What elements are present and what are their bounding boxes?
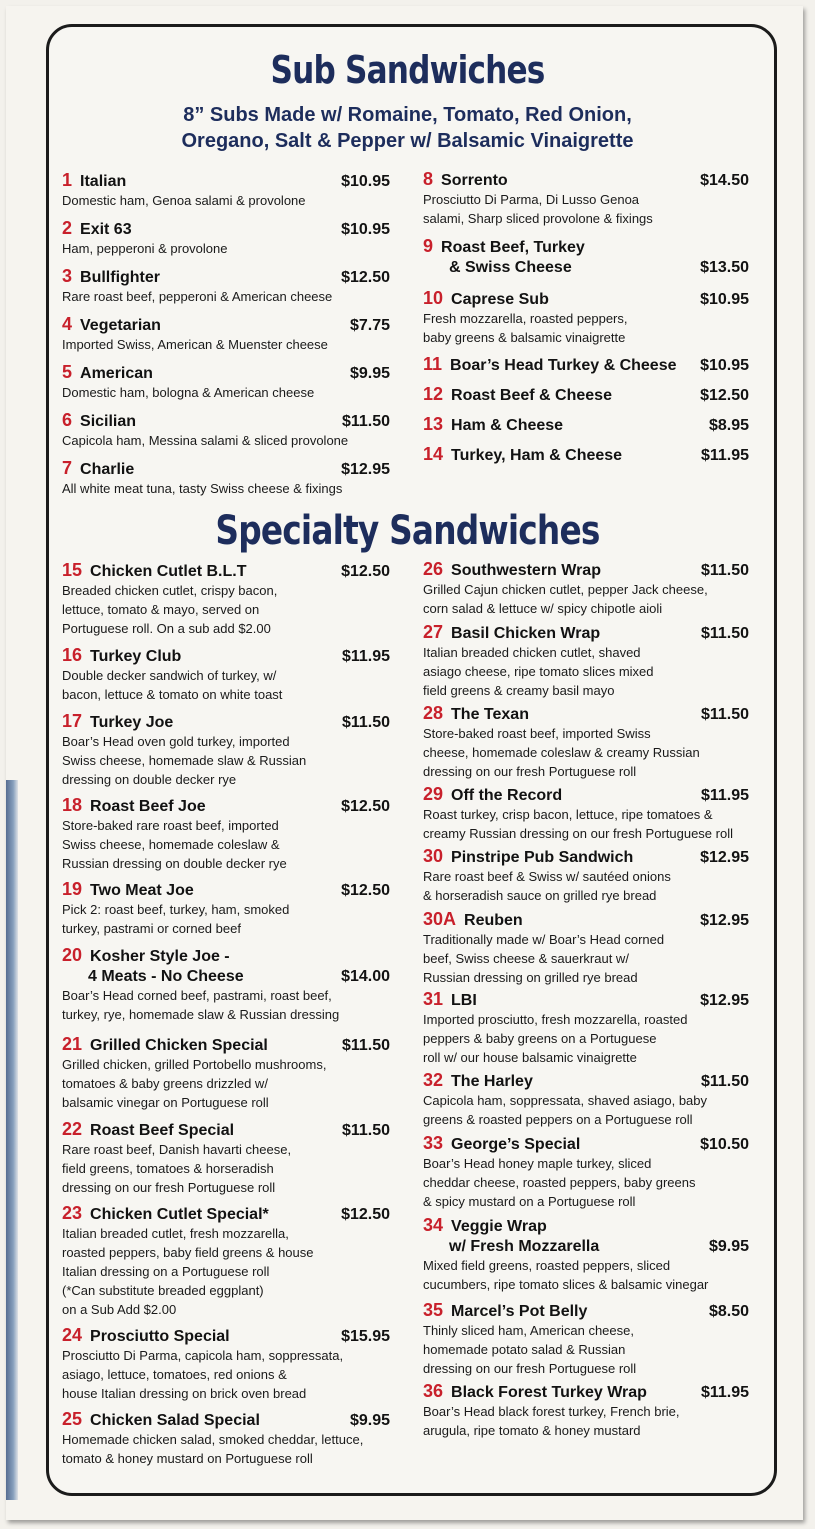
menu-item bbox=[62, 645, 390, 704]
item-description-line: asiago, lettuce, tomatoes, red onions & bbox=[62, 1367, 287, 1382]
item-description-line: Thinly sliced ham, American cheese, bbox=[423, 1323, 634, 1338]
menu-item bbox=[62, 362, 390, 402]
sub-subtitle-line-1: 8” Subs Made w/ Romaine, Tomato, Red Onion, bbox=[183, 104, 632, 126]
item-description-line: dressing on our fresh Portuguese roll bbox=[423, 764, 637, 779]
item-description-line: lettuce, tomato & mayo, served on bbox=[62, 602, 260, 617]
item-name: Bullfighter bbox=[80, 269, 161, 286]
item-number: 4 bbox=[62, 314, 73, 334]
item-description-line: asiago cheese, ripe tomato slices mixed bbox=[423, 664, 654, 679]
item-name: Chicken Cutlet Special* bbox=[90, 1206, 269, 1223]
item-price: $12.50 bbox=[341, 1206, 390, 1223]
item-number: 22 bbox=[62, 1119, 83, 1139]
item-description-line: cheddar cheese, roasted peppers, baby greens bbox=[423, 1175, 696, 1190]
item-description-line: Mixed field greens, roasted peppers, sliced bbox=[423, 1258, 671, 1273]
item-name: Turkey Joe bbox=[90, 714, 174, 731]
item-description-line: Boar’s Head honey maple turkey, sliced bbox=[423, 1156, 652, 1171]
item-price: $12.95 bbox=[700, 912, 749, 929]
item-description-line: baby greens & balsamic vinaigrette bbox=[423, 330, 626, 345]
item-description-line: Rare roast beef, pepperoni & American cheese bbox=[62, 289, 333, 304]
item-description-line: Roast turkey, crisp bacon, lettuce, ripe tomatoes & bbox=[423, 807, 713, 822]
item-description-line: Russian dressing on double decker rye bbox=[62, 856, 287, 871]
item-name: The Texan bbox=[451, 706, 529, 723]
item-number: 36 bbox=[423, 1381, 444, 1401]
item-description-line: turkey, pastrami or corned beef bbox=[62, 921, 241, 936]
item-description-line: greens & roasted peppers on a Portuguese roll bbox=[423, 1112, 693, 1127]
item-description-line: Traditionally made w/ Boar’s Head corned bbox=[423, 932, 665, 947]
item-number: 35 bbox=[423, 1300, 444, 1320]
item-description-line: salami, Sharp sliced provolone & fixings bbox=[423, 211, 653, 226]
menu-item bbox=[62, 879, 390, 938]
item-number: 23 bbox=[62, 1203, 83, 1223]
item-description-line: dressing on our fresh Portuguese roll bbox=[423, 1361, 637, 1376]
item-description-line: Swiss cheese, homemade coleslaw & bbox=[62, 837, 280, 852]
item-name: Caprese Sub bbox=[451, 291, 549, 308]
item-description-line: on a Sub Add $2.00 bbox=[62, 1302, 177, 1317]
item-number: 30 bbox=[423, 846, 444, 866]
menu-item bbox=[423, 909, 749, 987]
item-description-line: arugula, ripe tomato & honey mustard bbox=[423, 1423, 641, 1438]
item-price: $11.50 bbox=[341, 714, 390, 731]
item-name: American bbox=[80, 365, 153, 382]
item-number: 16 bbox=[62, 645, 83, 665]
item-name: Basil Chicken Wrap bbox=[451, 625, 601, 642]
item-name-line-2: w/ Fresh Mozzarella bbox=[449, 1238, 600, 1255]
item-number: 27 bbox=[423, 622, 444, 642]
menu-item bbox=[62, 1409, 390, 1468]
menu-item bbox=[423, 1300, 749, 1378]
sub-subtitle-line-2: Oregano, Salt & Pepper w/ Balsamic Vinaigrette bbox=[181, 130, 634, 152]
item-number: 33 bbox=[423, 1133, 444, 1153]
menu-item bbox=[423, 444, 749, 465]
menu-item bbox=[423, 1133, 749, 1211]
menu-item bbox=[62, 795, 390, 873]
item-price: $10.95 bbox=[341, 173, 390, 190]
item-description-line: Italian breaded cutlet, fresh mozzarella, bbox=[62, 1226, 289, 1241]
item-number: 20 bbox=[62, 945, 83, 965]
item-description-line: Domestic ham, bologna & American cheese bbox=[62, 385, 315, 400]
item-description-line: Prosciutto Di Parma, Di Lusso Genoa bbox=[423, 192, 640, 207]
item-name: Charlie bbox=[80, 461, 135, 478]
item-price: $13.50 bbox=[700, 259, 749, 276]
item-name: Italian bbox=[80, 173, 127, 190]
item-description-line: Boar’s Head black forest turkey, French brie, bbox=[423, 1404, 680, 1419]
item-number: 7 bbox=[62, 458, 73, 478]
item-description-line: Grilled Cajun chicken cutlet, pepper Jack cheese, bbox=[423, 582, 708, 597]
item-description-line: & spicy mustard on a Portuguese roll bbox=[423, 1194, 636, 1209]
item-name: Reuben bbox=[464, 912, 523, 929]
item-description-line: house Italian dressing on brick oven bread bbox=[62, 1386, 307, 1401]
item-description-line: Pick 2: roast beef, turkey, ham, smoked bbox=[62, 902, 290, 917]
item-name: Veggie Wrap bbox=[451, 1218, 547, 1235]
item-number: 34 bbox=[423, 1215, 444, 1235]
item-description-line: homemade potato salad & Russian bbox=[423, 1342, 626, 1357]
menu-item bbox=[423, 559, 749, 618]
item-description-line: dressing on our fresh Portuguese roll bbox=[62, 1180, 276, 1195]
item-name-line-2: & Swiss Cheese bbox=[449, 259, 572, 276]
menu-item bbox=[423, 414, 749, 435]
item-description-line: Portuguese roll. On a sub add $2.00 bbox=[62, 621, 271, 636]
item-number: 17 bbox=[62, 711, 83, 731]
menu-item bbox=[423, 288, 749, 347]
item-description-line: Swiss cheese, homemade slaw & Russian bbox=[62, 753, 307, 768]
item-name: LBI bbox=[451, 992, 477, 1009]
item-description-line: Prosciutto Di Parma, capicola ham, soppressata, bbox=[62, 1348, 344, 1363]
page-edge-strip bbox=[6, 780, 18, 1500]
item-description-line: cucumbers, ripe tomato slices & balsamic vinegar bbox=[423, 1277, 709, 1292]
menu-item bbox=[423, 1070, 749, 1129]
item-number: 21 bbox=[62, 1034, 83, 1054]
menu-item bbox=[62, 945, 390, 1024]
item-name: Roast Beef & Cheese bbox=[451, 387, 612, 404]
menu-item bbox=[423, 784, 749, 843]
item-number: 5 bbox=[62, 362, 73, 382]
menu-item bbox=[62, 1034, 390, 1112]
item-description-line: creamy Russian dressing on our fresh Portuguese roll bbox=[423, 826, 733, 841]
item-price: $15.95 bbox=[341, 1328, 390, 1345]
menu-item bbox=[62, 170, 390, 210]
item-description-line: All white meat tuna, tasty Swiss cheese & fixings bbox=[62, 481, 343, 496]
item-description-line: Grilled chicken, grilled Portobello mushrooms, bbox=[62, 1057, 327, 1072]
item-name: Exit 63 bbox=[80, 221, 132, 238]
menu-item bbox=[62, 1203, 390, 1319]
item-number: 26 bbox=[423, 559, 444, 579]
item-description-line: roll w/ our house balsamic vinaigrette bbox=[423, 1050, 637, 1065]
item-description-line: tomato & honey mustard on Portuguese roll bbox=[62, 1451, 313, 1466]
item-description-line: Imported Swiss, American & Muenster cheese bbox=[62, 337, 328, 352]
item-name: Roast Beef Joe bbox=[90, 798, 206, 815]
item-description-line: peppers & baby greens on a Portuguese bbox=[423, 1031, 657, 1046]
item-number: 6 bbox=[62, 410, 73, 430]
menu-item bbox=[423, 1215, 749, 1294]
item-description-line: Capicola ham, soppressata, shaved asiago, baby bbox=[423, 1093, 708, 1108]
item-name: Two Meat Joe bbox=[90, 882, 194, 899]
sub-sandwiches-title: Sub Sandwiches bbox=[270, 48, 545, 92]
item-description-line: Boar’s Head oven gold turkey, imported bbox=[62, 734, 290, 749]
item-price: $12.50 bbox=[341, 269, 390, 286]
item-description-line: Breaded chicken cutlet, crispy bacon, bbox=[62, 583, 278, 598]
item-name: Ham & Cheese bbox=[451, 417, 564, 434]
item-price: $10.50 bbox=[700, 1136, 749, 1153]
item-price: $11.50 bbox=[700, 562, 749, 579]
item-name: Sorrento bbox=[441, 172, 508, 189]
item-name: Vegetarian bbox=[80, 317, 161, 334]
item-price: $12.95 bbox=[700, 849, 749, 866]
item-price: $8.50 bbox=[708, 1303, 749, 1320]
item-number: 19 bbox=[62, 879, 83, 899]
item-description-line: Rare roast beef, Danish havarti cheese, bbox=[62, 1142, 292, 1157]
item-name: The Harley bbox=[451, 1073, 533, 1090]
item-name-line-2: 4 Meats - No Cheese bbox=[88, 968, 244, 985]
item-description-line: Double decker sandwich of turkey, w/ bbox=[62, 668, 277, 683]
item-price: $12.50 bbox=[341, 563, 390, 580]
item-price: $14.50 bbox=[700, 172, 749, 189]
item-description-line: balsamic vinegar on Portuguese roll bbox=[62, 1095, 269, 1110]
item-number: 32 bbox=[423, 1070, 444, 1090]
item-number: 11 bbox=[423, 354, 443, 374]
item-number: 24 bbox=[62, 1325, 83, 1345]
item-price: $11.50 bbox=[341, 413, 390, 430]
item-price: $11.95 bbox=[700, 447, 749, 464]
item-description-line: cheese, homemade coleslaw & creamy Russian bbox=[423, 745, 700, 760]
item-description-line: field greens, tomatoes & horseradish bbox=[62, 1161, 274, 1176]
item-price: $12.95 bbox=[341, 461, 390, 478]
item-description-line: Italian breaded chicken cutlet, shaved bbox=[423, 645, 641, 660]
menu-item bbox=[423, 384, 749, 405]
item-price: $11.50 bbox=[341, 1037, 390, 1054]
item-price: $12.50 bbox=[341, 798, 390, 815]
item-price: $12.50 bbox=[700, 387, 749, 404]
item-number: 3 bbox=[62, 266, 73, 286]
item-description-line: Ham, pepperoni & provolone bbox=[62, 241, 228, 256]
menu-item bbox=[62, 314, 390, 354]
item-name: Turkey, Ham & Cheese bbox=[451, 447, 623, 464]
item-name: Prosciutto Special bbox=[90, 1328, 230, 1345]
item-name: Off the Record bbox=[451, 787, 563, 804]
item-price: $9.95 bbox=[349, 365, 390, 382]
item-price: $11.50 bbox=[700, 1073, 749, 1090]
item-description-line: Fresh mozzarella, roasted peppers, bbox=[423, 311, 628, 326]
item-price: $9.95 bbox=[708, 1238, 749, 1255]
item-price: $11.95 bbox=[700, 787, 749, 804]
menu-item bbox=[62, 410, 390, 450]
item-number: 25 bbox=[62, 1409, 83, 1429]
item-number: 2 bbox=[62, 218, 73, 238]
item-name: Roast Beef, Turkey bbox=[441, 239, 585, 256]
item-price: $11.95 bbox=[700, 1384, 749, 1401]
menu-item bbox=[423, 703, 749, 781]
item-name: Chicken Salad Special bbox=[90, 1412, 260, 1429]
item-description-line: bacon, lettuce & tomato on white toast bbox=[62, 687, 283, 702]
item-description-line: Imported prosciutto, fresh mozzarella, roasted bbox=[423, 1012, 688, 1027]
menu-item bbox=[423, 846, 749, 905]
item-description-line: roasted peppers, baby field greens & house bbox=[62, 1245, 314, 1260]
item-description-line: Store-baked roast beef, imported Swiss bbox=[423, 726, 651, 741]
item-price: $10.95 bbox=[700, 357, 749, 374]
item-price: $11.95 bbox=[341, 648, 390, 665]
item-name: Kosher Style Joe - bbox=[90, 948, 230, 965]
item-name: Grilled Chicken Special bbox=[90, 1037, 268, 1054]
item-description-line: Russian dressing on grilled rye bread bbox=[423, 970, 638, 985]
item-price: $11.50 bbox=[700, 625, 749, 642]
menu-item bbox=[423, 622, 749, 700]
item-description-line: (*Can substitute breaded eggplant) bbox=[62, 1283, 264, 1298]
menu-item bbox=[62, 711, 390, 789]
item-number: 15 bbox=[62, 560, 83, 580]
item-description-line: field greens & creamy basil mayo bbox=[423, 683, 615, 698]
item-price: $14.00 bbox=[341, 968, 390, 985]
menu-item bbox=[62, 1325, 390, 1403]
item-description-line: Store-baked rare roast beef, imported bbox=[62, 818, 279, 833]
item-price: $7.75 bbox=[349, 317, 390, 334]
item-number: 31 bbox=[423, 989, 444, 1009]
menu-item bbox=[423, 1381, 749, 1440]
item-description-line: Homemade chicken salad, smoked cheddar, lettuce, bbox=[62, 1432, 364, 1447]
menu-item bbox=[423, 169, 749, 228]
specialty-sandwiches-title: Specialty Sandwiches bbox=[215, 508, 600, 554]
item-description-line: turkey, rye, homemade slaw & Russian dressing bbox=[62, 1007, 340, 1022]
item-number: 18 bbox=[62, 795, 83, 815]
item-description-line: & horseradish sauce on grilled rye bread bbox=[423, 888, 657, 903]
item-price: $9.95 bbox=[349, 1412, 390, 1429]
item-price: $11.50 bbox=[341, 1122, 390, 1139]
item-name: Sicilian bbox=[80, 413, 137, 430]
item-number: 1 bbox=[62, 170, 73, 190]
item-description-line: corn salad & lettuce w/ spicy chipotle aioli bbox=[423, 601, 663, 616]
item-name: Southwestern Wrap bbox=[451, 562, 601, 579]
item-price: $8.95 bbox=[708, 417, 749, 434]
item-price: $12.50 bbox=[341, 882, 390, 899]
item-description-line: Boar’s Head corned beef, pastrami, roast beef, bbox=[62, 988, 332, 1003]
item-number: 10 bbox=[423, 288, 444, 308]
item-price: $10.95 bbox=[700, 291, 749, 308]
item-name: Black Forest Turkey Wrap bbox=[451, 1384, 647, 1401]
item-number: 13 bbox=[423, 414, 444, 434]
item-description-line: Capicola ham, Messina salami & sliced provolone bbox=[62, 433, 349, 448]
item-description-line: Rare roast beef & Swiss w/ sautéed onions bbox=[423, 869, 671, 884]
menu-item bbox=[62, 458, 390, 498]
item-name: Chicken Cutlet B.L.T bbox=[90, 563, 247, 580]
item-description-line: Italian dressing on a Portuguese roll bbox=[62, 1264, 270, 1279]
item-price: $11.50 bbox=[700, 706, 749, 723]
item-name: George’s Special bbox=[451, 1136, 581, 1153]
item-description-line: dressing on double decker rye bbox=[62, 772, 237, 787]
item-number: 8 bbox=[423, 169, 434, 189]
item-name: Pinstripe Pub Sandwich bbox=[451, 849, 634, 866]
item-number: 9 bbox=[423, 236, 434, 256]
item-number: 14 bbox=[423, 444, 444, 464]
item-name: Marcel’s Pot Belly bbox=[451, 1303, 588, 1320]
item-description-line: beef, Swiss cheese & sauerkraut w/ bbox=[423, 951, 629, 966]
item-price: $10.95 bbox=[341, 221, 390, 238]
item-price: $12.95 bbox=[700, 992, 749, 1009]
item-name: Turkey Club bbox=[90, 648, 182, 665]
menu-item bbox=[62, 218, 390, 258]
menu-item bbox=[62, 266, 390, 306]
item-name: Roast Beef Special bbox=[90, 1122, 235, 1139]
item-name: Boar’s Head Turkey & Cheese bbox=[450, 357, 677, 374]
item-description-line: Domestic ham, Genoa salami & provolone bbox=[62, 193, 306, 208]
menu-item bbox=[62, 560, 390, 638]
menu-item bbox=[62, 1119, 390, 1197]
item-description-line: tomatoes & baby greens drizzled w/ bbox=[62, 1076, 268, 1091]
item-number: 28 bbox=[423, 703, 444, 723]
menu-item bbox=[423, 354, 749, 375]
menu-item bbox=[423, 236, 749, 277]
item-number: 12 bbox=[423, 384, 444, 404]
menu-item bbox=[423, 989, 749, 1067]
item-number: 29 bbox=[423, 784, 444, 804]
item-number: 30A bbox=[423, 909, 457, 929]
